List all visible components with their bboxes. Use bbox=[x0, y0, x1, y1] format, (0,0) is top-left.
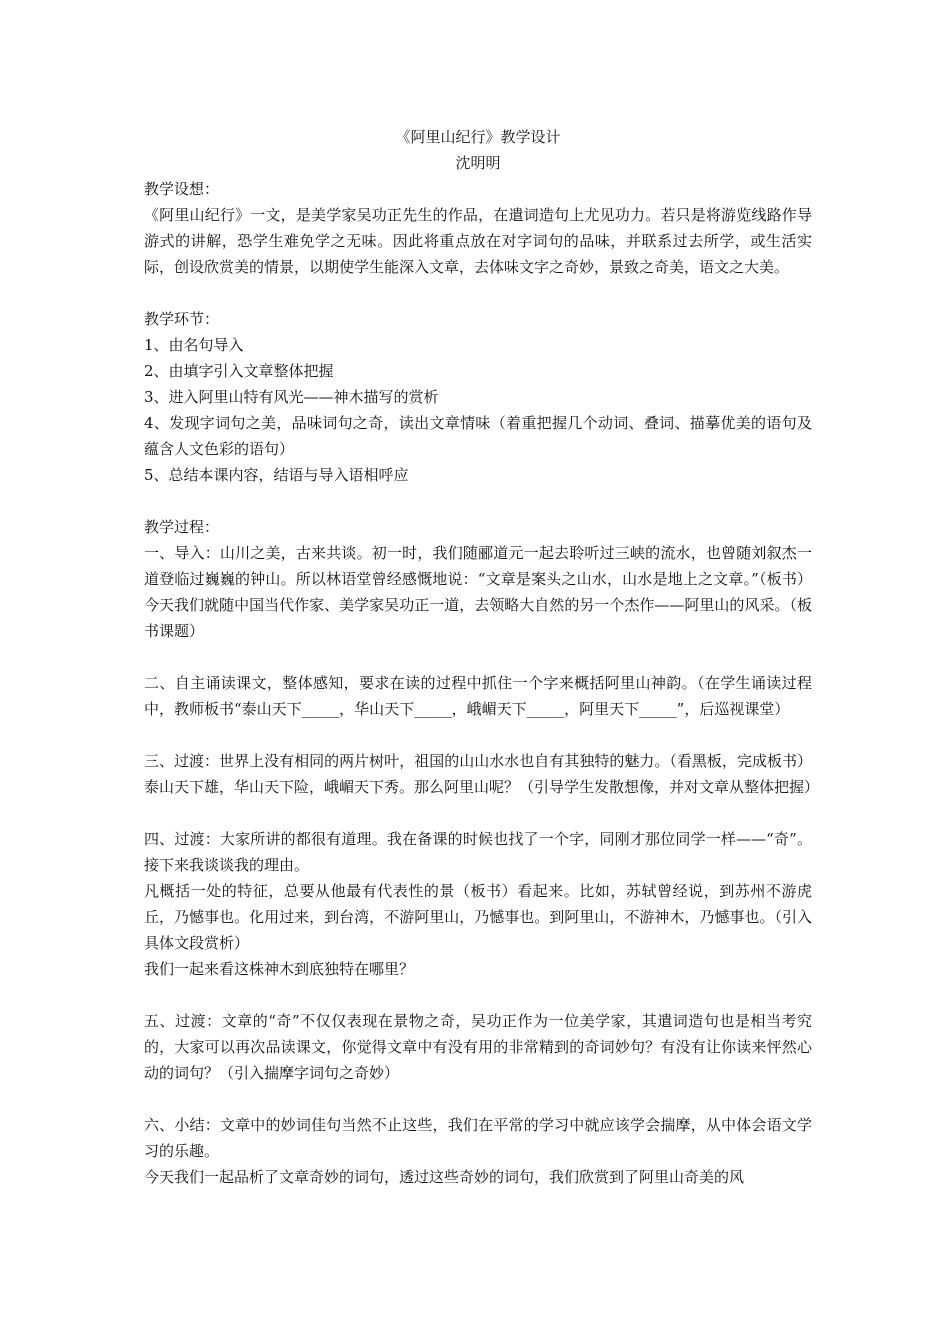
process-paragraph-6a: 六、小结：文章中的妙词佳句当然不止这些，我们在平常的学习中就应该学会揣摩，从中体会语文学习的乐趣。 bbox=[144, 1116, 812, 1160]
process-paragraph-4b: 凡概括一处的特征，总要从他最有代表性的景（板书）看起来。比如，苏轼曾经说，到苏州不游虎丘，乃憾事也。化用过来，到台湾，不游阿里山，乃憾事也。到阿里山，不游神木，乃憾事也。（引入具体文段赏析） bbox=[144, 882, 812, 952]
process-paragraph-5: 五、过渡：文章的“奇”不仅仅表现在景物之奇，吴功正作为一位美学家，其遣词造句也是相当考究的，大家可以再次品读课文，你觉得文章中有没有用的非常精到的奇词妙句？有没有让你读来怦然心动的词句？（引入揣摩字词句之奇妙） bbox=[144, 1012, 812, 1082]
spacer bbox=[144, 488, 812, 514]
spacer bbox=[144, 982, 812, 1008]
process-paragraph-4a: 四、过渡：大家所讲的都很有道理。我在备课的时候也找了一个字，同刚才那位同学一样——“奇”。接下来我谈谈我的理由。 bbox=[144, 830, 812, 874]
process-paragraph-1: 一、导入：山川之美，古来共谈。初一时，我们随郦道元一起去聆听过三峡的流水，也曾随刘叙杰一道登临过巍巍的钟山。所以林语堂曾经感慨地说：“文章是案头之山水，山水是地上之文章。”（板书）今天我们就随中国当代作家、美学家吴功正一道，去领略大自然的另一个杰作——阿里山的风采。（板书课题） bbox=[144, 544, 812, 640]
section-heading-steps: 教学环节： bbox=[144, 310, 220, 328]
step-item: 2、由填字引入文章整体把握 bbox=[144, 362, 334, 380]
idea-paragraph: 《阿里山纪行》一文，是美学家吴功正先生的作品，在遣词造句上尤见功力。若只是将游览线路作导游式的讲解，恐学生难免学之无味。因此将重点放在对字词句的品味，并联系过去所学，或生活实际，创设欣赏美的情景，以期使学生能深入文章，去体味文字之奇妙，景致之奇美，语文之大美。 bbox=[144, 206, 812, 276]
section-heading-process: 教学过程： bbox=[144, 518, 220, 536]
step-item: 1、由名句导入 bbox=[144, 336, 244, 354]
spacer bbox=[144, 644, 812, 670]
process-paragraph-6b: 今天我们一起品析了文章奇妙的词句，透过这些奇妙的词句，我们欣赏到了阿里山奇美的风 bbox=[144, 1168, 745, 1186]
process-paragraph-4c: 我们一起来看这株神木到底独特在哪里？ bbox=[144, 960, 415, 978]
author-name: 沈明明 bbox=[455, 154, 501, 172]
spacer bbox=[144, 280, 812, 306]
spacer bbox=[144, 1086, 812, 1112]
document-title: 《阿里山纪行》教学设计 bbox=[395, 128, 561, 146]
section-heading-idea: 教学设想： bbox=[144, 180, 220, 198]
step-item: 3、进入阿里山特有风光——神木描写的赏析 bbox=[144, 388, 439, 406]
document-page bbox=[144, 124, 820, 1190]
step-item: 4、发现字词句之美，品味词句之奇，读出文章情味（着重把握几个动词、叠词、描摹优美的语句及蕴含人文色彩的语句） bbox=[144, 414, 812, 458]
step-item: 5、总结本课内容，结语与导入语相呼应 bbox=[144, 466, 409, 484]
process-paragraph-3: 三、过渡：世界上没有相同的两片树叶，祖国的山山水水也自有其独特的魅力。（看黑板，完成板书）泰山天下雄，华山天下险，峨嵋天下秀。那么阿里山呢？（引导学生发散想像，并对文章从整体把握） bbox=[144, 752, 820, 796]
spacer bbox=[144, 722, 812, 748]
process-paragraph-2: 二、自主诵读课文，整体感知，要求在读的过程中抓住一个字来概括阿里山神韵。（在学生诵读过程中，教师板书“泰山天下_____，华山天下_____，峨嵋天下_____，阿里天下_____”，后巡视课堂） bbox=[144, 674, 812, 718]
spacer bbox=[144, 800, 812, 826]
